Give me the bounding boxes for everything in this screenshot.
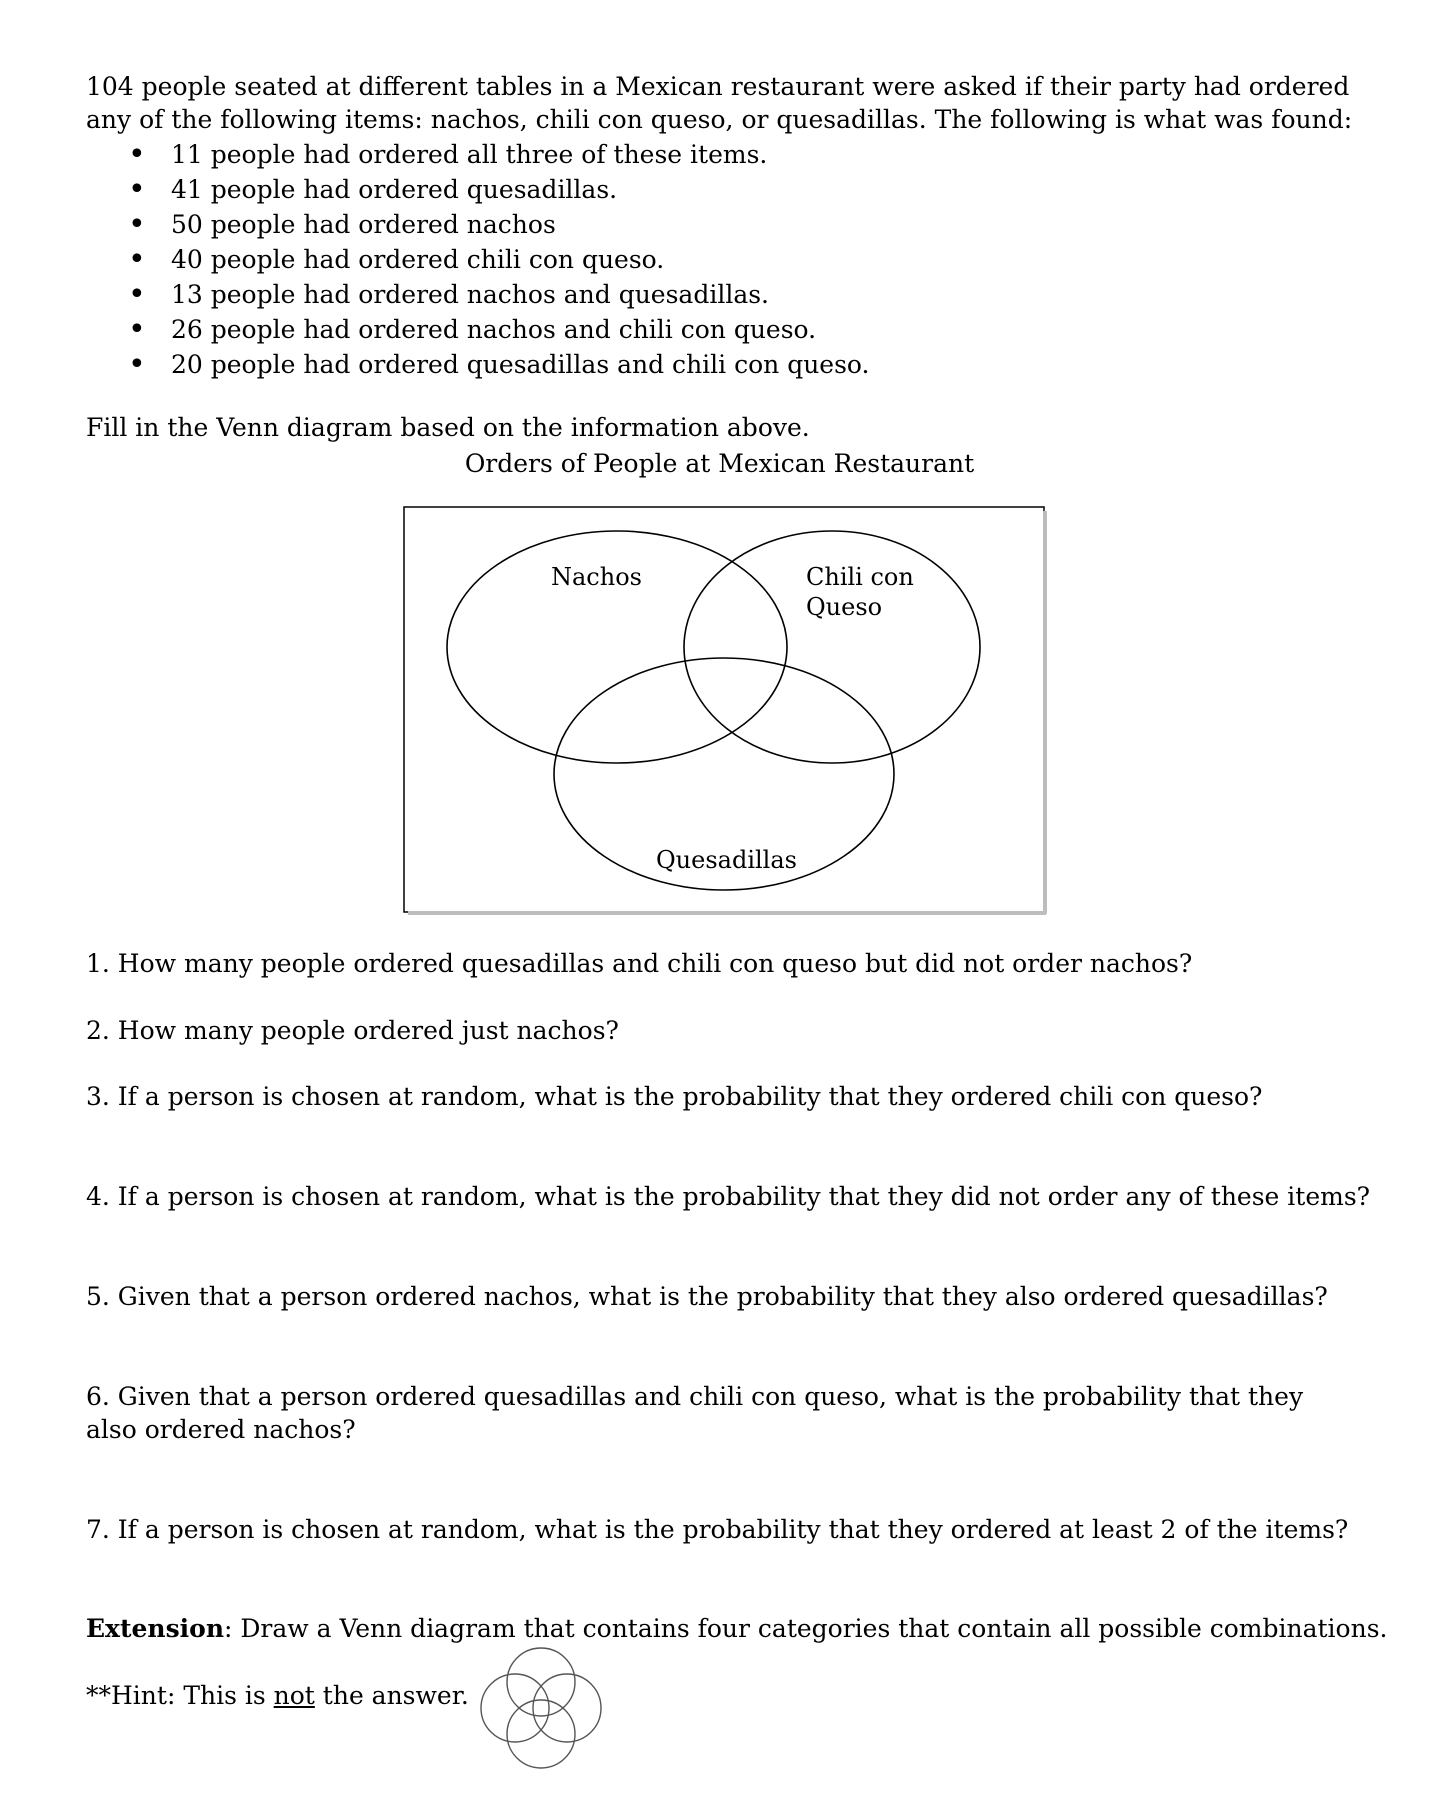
question-2: 2. How many people ordered just nachos?	[86, 1016, 619, 1045]
nachos-label: Nachos	[551, 563, 642, 591]
venn-title: Orders of People at Mexican Restaurant	[464, 449, 975, 478]
hint-circle-left	[481, 1674, 549, 1742]
question-4: 4. If a person is chosen at random, what is the probability that they did not order any of these items?	[86, 1182, 1371, 1211]
hint-suffix: the answer.	[314, 1681, 469, 1710]
list-item: • 13 people had ordered nachos and quesadillas.	[128, 277, 870, 312]
hint-circle-right	[533, 1674, 601, 1742]
intro-paragraph: 104 people seated at different tables in a Mexican restaurant were asked if their party had ordered any of the following items: nachos, chili con queso, or quesadillas. The following is what was found:	[86, 72, 1353, 134]
question-6: 6. Given that a person ordered quesadillas and chili con queso, what is the probability that they also ordered nachos?	[86, 1382, 1304, 1444]
instruction-text: Fill in the Venn diagram based on the information above.	[86, 413, 810, 442]
list-item: • 50 people had ordered nachos	[128, 207, 870, 242]
hint-text	[86, 1679, 469, 1712]
hint-circle-top	[507, 1648, 575, 1716]
question-1: 1. How many people ordered quesadillas and chili con queso but did not order nachos?	[86, 949, 1193, 978]
extension-label: Extension	[86, 1614, 225, 1643]
four-circle-hint-diagram	[478, 1645, 608, 1775]
list-item: • 11 people had ordered all three of these items.	[128, 137, 870, 172]
question-5: 5. Given that a person ordered nachos, what is the probability that they also ordered quesadillas?	[86, 1282, 1328, 1311]
list-item: • 41 people had ordered quesadillas.	[128, 172, 870, 207]
list-item: • 20 people had ordered quesadillas and chili con queso.	[128, 347, 870, 382]
hint-prefix: **Hint: This is	[86, 1681, 274, 1710]
chili-con-queso-label-line1: Chili con	[806, 563, 914, 591]
chili-con-queso-label-line2: Queso	[806, 593, 883, 621]
rectangle-shadow-right	[1043, 511, 1047, 914]
question-3: 3. If a person is chosen at random, what is the probability that they ordered chili con queso?	[86, 1082, 1263, 1111]
list-item: • 26 people had ordered nachos and chili con queso.	[128, 312, 870, 347]
hint-circle-bottom	[507, 1700, 575, 1768]
question-7: 7. If a person is chosen at random, what is the probability that they ordered at least 2 of the items?	[86, 1515, 1349, 1544]
extension-text	[86, 1612, 1387, 1645]
list-item: • 40 people had ordered chili con queso.	[128, 242, 870, 277]
rectangle-shadow	[408, 911, 1046, 915]
hint-emphasis: not	[273, 1681, 315, 1710]
quesadillas-label: Quesadillas	[656, 846, 797, 874]
extension-body: : Draw a Venn diagram that contains four categories that contain all possible combinations.	[224, 1614, 1388, 1643]
